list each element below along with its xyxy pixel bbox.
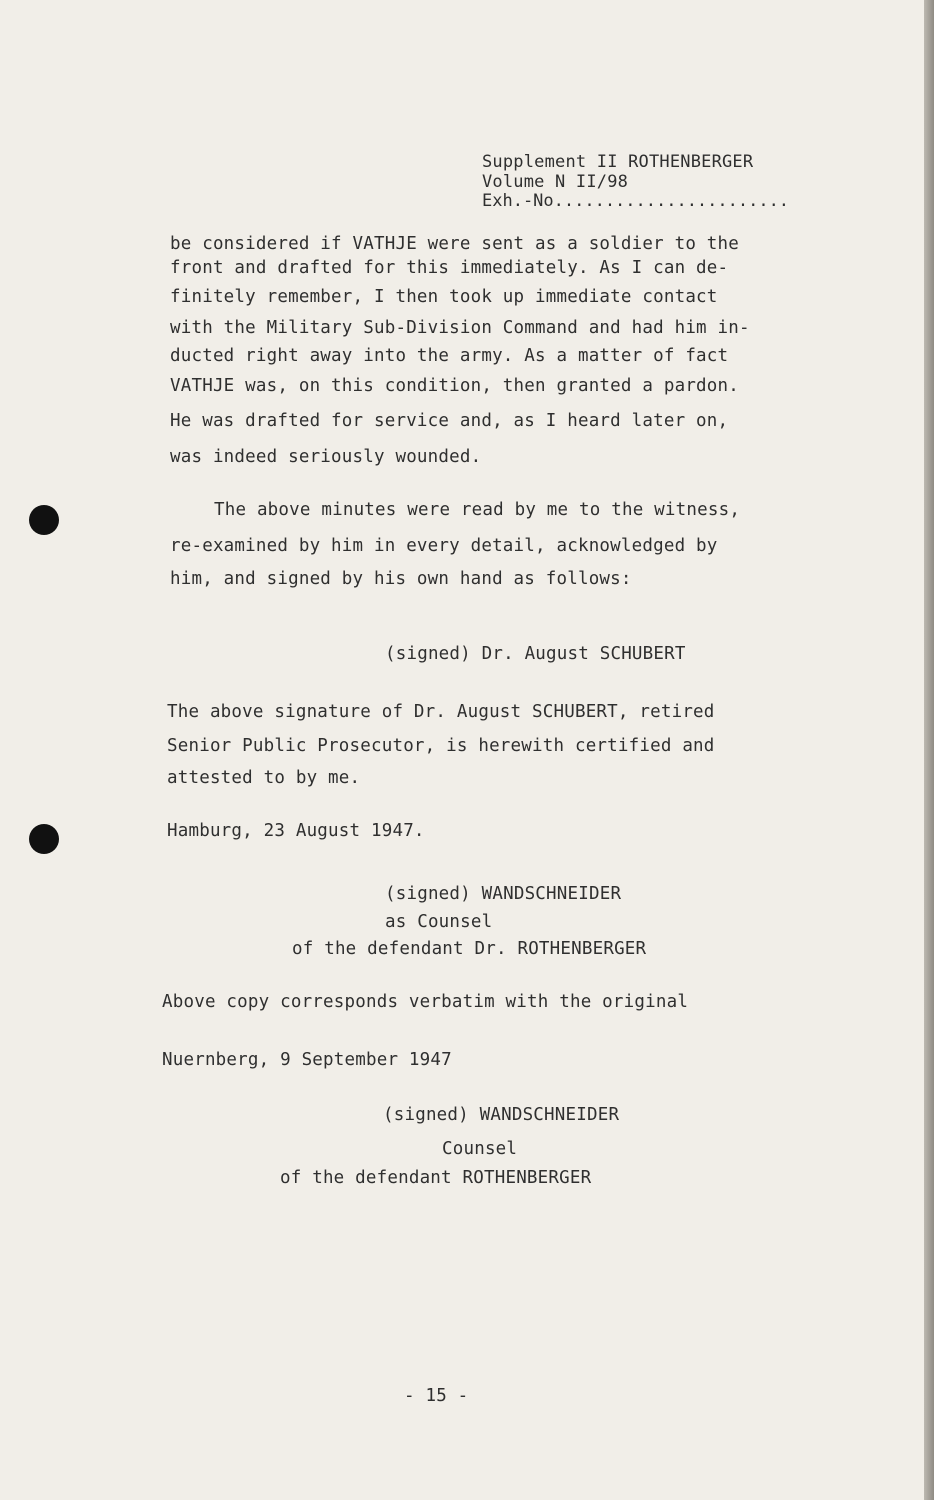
paragraph-2-line-2: re-examined by him in every detail, acknowledged by: [170, 536, 718, 556]
header-supplement: Supplement II ROTHENBERGER: [482, 152, 754, 172]
punch-hole-upper: [29, 505, 59, 535]
paragraph-1-line-3: finitely remember, I then took up immediate contact: [170, 287, 718, 307]
signature-wandschneider-2-defendant: of the defendant ROTHENBERGER: [280, 1168, 592, 1188]
paragraph-1-line-8: was indeed seriously wounded.: [170, 447, 482, 467]
paragraph-1-line-4: with the Military Sub-Division Command and had him in-: [170, 318, 750, 338]
copy-certification: Above copy corresponds verbatim with the original: [162, 992, 689, 1012]
punch-hole-lower: [29, 824, 59, 854]
paragraph-2-line-3: him, and signed by his own hand as follows:: [170, 569, 632, 589]
place-date-nuernberg: Nuernberg, 9 September 1947: [162, 1050, 452, 1070]
paragraph-3-line-1: The above signature of Dr. August SCHUBERT, retired: [167, 702, 715, 722]
paragraph-1-line-5: ducted right away into the army. As a matter of fact: [170, 346, 729, 366]
place-date-hamburg: Hamburg, 23 August 1947.: [167, 821, 425, 841]
header-volume: Volume N II/98: [482, 172, 629, 192]
signature-wandschneider-1-role: as Counsel: [385, 912, 493, 932]
paragraph-1-line-6: VATHJE was, on this condition, then granted a pardon.: [170, 376, 740, 396]
page-edge: [924, 0, 934, 1500]
paragraph-1-line-1: be considered if VATHJE were sent as a soldier to the: [170, 234, 740, 254]
signature-wandschneider-2: (signed) WANDSCHNEIDER: [383, 1105, 620, 1125]
paragraph-1-line-7: He was drafted for service and, as I heard later on,: [170, 411, 729, 431]
paragraph-1-line-2: front and drafted for this immediately. As I can de-: [170, 258, 729, 278]
paragraph-3-line-3: attested to by me.: [167, 768, 361, 788]
header-exhibit-number: Exh.-No.......................: [482, 191, 790, 211]
page-number: - 15 -: [404, 1386, 469, 1406]
signature-schubert: (signed) Dr. August SCHUBERT: [385, 644, 686, 664]
paragraph-2-line-1: The above minutes were read by me to the witness,: [214, 500, 741, 520]
signature-wandschneider-1: (signed) WANDSCHNEIDER: [385, 884, 622, 904]
signature-wandschneider-2-role: Counsel: [442, 1139, 518, 1159]
paragraph-3-line-2: Senior Public Prosecutor, is herewith certified and: [167, 736, 715, 756]
signature-wandschneider-1-defendant: of the defendant Dr. ROTHENBERGER: [292, 939, 647, 959]
